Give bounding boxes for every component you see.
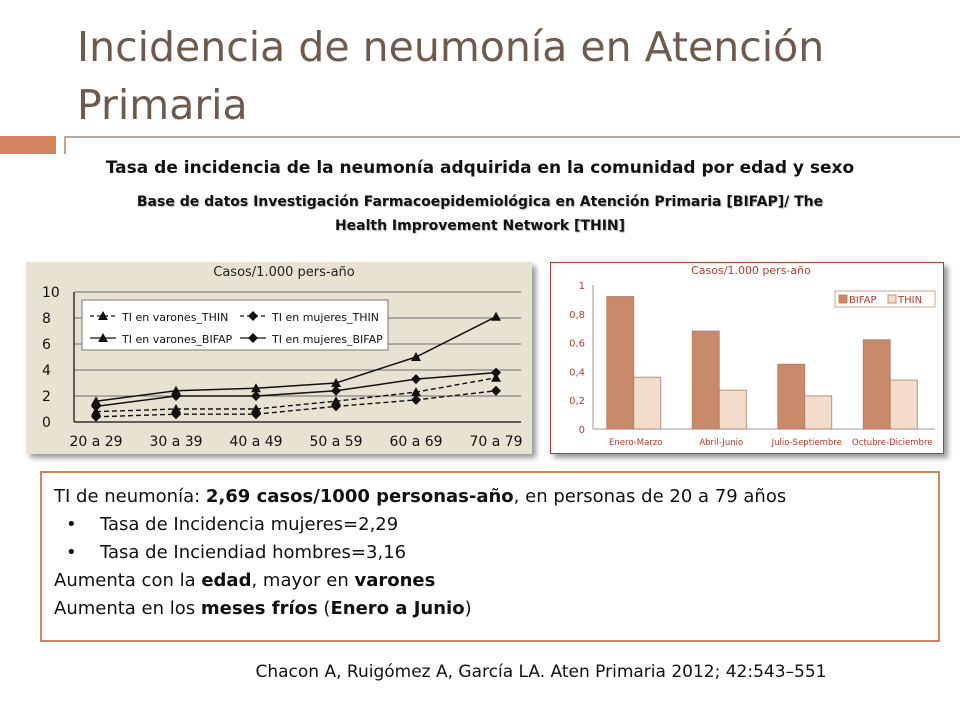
accent-block <box>0 136 56 154</box>
bar-thin <box>890 380 917 429</box>
legend-swatch <box>888 295 896 303</box>
data-point <box>491 386 501 396</box>
y-tick-label: 10 <box>42 285 60 301</box>
database-caption-line1: Base de datos Investigación Farmacoepidemiológica en Atención Primaria [BIFAP]/ The <box>136 194 824 210</box>
chart-subtitle: Tasa de incidencia de la neumonía adquirida en la comunidad por edad y sexo <box>105 158 855 178</box>
y-tick-label: 1 <box>578 281 585 292</box>
summary-incidence: TI de neumonía: 2,69 casos/1000 personas-año, en personas de 20 a 79 años <box>54 486 787 507</box>
accent-rule <box>64 136 960 154</box>
y-tick-label: 2 <box>42 389 51 405</box>
x-tick-label: Julio-Septiembre <box>771 438 842 448</box>
data-point <box>411 374 421 384</box>
bar-bifap <box>607 297 634 429</box>
summary-bullet-women: • Tasa de Incidencia mujeres=2,29 <box>66 514 399 535</box>
series-line <box>96 391 496 417</box>
data-point <box>411 352 421 361</box>
x-tick-label: 20 a 29 <box>69 434 123 450</box>
bar-bifap <box>863 340 890 429</box>
x-tick-label: 30 a 39 <box>149 434 203 450</box>
data-point <box>491 312 501 321</box>
age-line-chart-svg <box>26 262 532 454</box>
bar-bifap <box>692 331 719 429</box>
bar-chart-legend <box>835 291 935 307</box>
x-tick-label: 60 a 69 <box>389 434 443 450</box>
x-tick-label: Abril-Junio <box>699 438 744 448</box>
summary-season: Aumenta en los meses fríos (Enero a Junio) <box>54 598 472 619</box>
legend-label: TI en mujeres_THIN <box>272 311 379 324</box>
slide-title-line1: Incidencia de neumonía en Atención <box>77 23 825 71</box>
season-bar-chart <box>550 262 944 454</box>
y-tick-label: 0 <box>578 425 585 436</box>
x-tick-label: 70 a 79 <box>469 434 523 450</box>
series-line <box>96 378 496 412</box>
y-tick-label: 0,8 <box>569 309 585 321</box>
y-tick-label: 4 <box>42 363 51 379</box>
x-tick-label: 50 a 59 <box>309 434 363 450</box>
data-point <box>251 391 261 401</box>
data-point <box>491 368 501 378</box>
y-tick-label: 0,6 <box>569 338 585 350</box>
line-chart-title: Casos/1.000 pers-año <box>213 265 355 280</box>
legend-swatch <box>839 295 847 303</box>
slide-title <box>77 18 937 134</box>
bar-chart-title: Casos/1.000 pers-año <box>691 264 811 277</box>
line-series-ti-en-mujeres-thin <box>91 386 501 422</box>
y-tick-label: 0,2 <box>569 396 585 408</box>
summary-bullet-men: • Tasa de Inciendiad hombres=3,16 <box>66 542 407 563</box>
database-caption-line2: Health Improvement Network [THIN] <box>334 218 626 234</box>
citation: Chacon A, Ruigómez A, García LA. Aten Primaria 2012; 42:543–551 <box>255 662 827 682</box>
series-line <box>96 373 496 407</box>
legend-label: TI en mujeres_BIFAP <box>272 333 383 346</box>
bar-bifap <box>778 364 805 429</box>
y-tick-label: 6 <box>42 337 51 353</box>
x-tick-label: 40 a 49 <box>229 434 283 450</box>
bar-thin <box>634 377 661 429</box>
legend-label: THIN <box>898 295 923 306</box>
summary-box <box>40 471 940 642</box>
x-tick-label: Enero-Marzo <box>609 438 663 448</box>
database-caption <box>40 190 920 238</box>
summary-age: Aumenta con la edad, mayor en varones <box>54 570 436 591</box>
legend-label: TI en varones_BIFAP <box>122 333 233 346</box>
line-chart-legend <box>82 300 388 350</box>
legend-label: TI en varones_THIN <box>122 311 229 324</box>
bar-thin <box>805 396 832 429</box>
legend-label: BIFAP <box>849 295 877 306</box>
y-tick-label: 0,4 <box>569 367 585 379</box>
age-line-chart <box>26 262 532 454</box>
y-tick-label: 8 <box>42 311 51 327</box>
y-tick-label: 0 <box>42 415 51 431</box>
season-bar-chart-svg <box>551 263 943 453</box>
x-tick-label: Octubre-Diciembre <box>852 438 933 448</box>
bar-thin <box>719 390 746 429</box>
data-point <box>331 386 341 396</box>
slide-title-line2: Primaria <box>77 81 248 129</box>
